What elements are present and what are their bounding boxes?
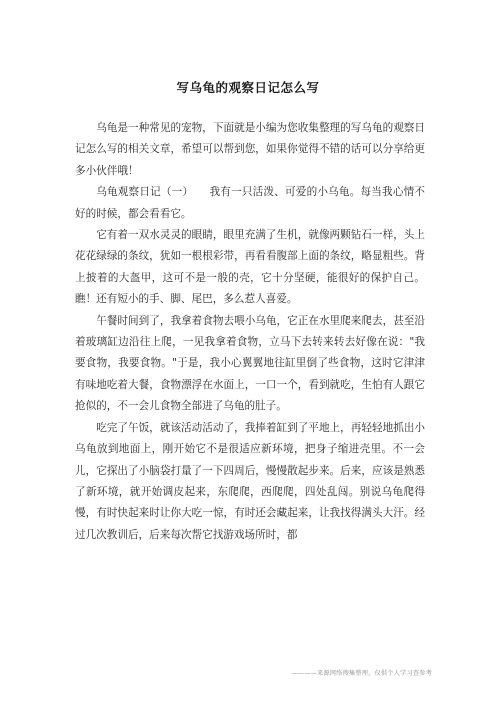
- paragraph-lunch: 午餐时间到了，我拿着食物去喂小乌龟，它正在水里爬来爬去，甚至沿着玻璃缸边沿往上爬，一见我拿着食物，立马下去转来转去好像在说："我要食物，我要食物。"于是，我小心翼翼地往缸里倒了些食物，这时它津津有味地吃着大餐，食物漂浮在水面上，一口一个，看到就吃，生怕有人跟它抢似的，不一会儿食物全部进了乌龟的肚子。: [75, 314, 425, 413]
- paragraph-appearance: 它有着一双水灵灵的眼睛，眼里充满了生机，就像两颗钻石一样，头上花花绿绿的条纹，犹如一根根彩带，再看看腹部上面的条纹，略显粗些。背上披着的大盔甲，这可不是一般的壳，它十分坚硬，能很好的保护自己。瞧！还有短小的手、脚、尾巴，多么惹人喜爱。: [75, 229, 425, 306]
- document-body: [75, 118, 425, 546]
- paragraph-activity: 吃完了午饭，就该活动活动了，我捧着缸到了平地上，再轻轻地抓出小乌龟放到地面上，刚开始它不是很适应新环境，把身子缩进壳里。不一会儿，它探出了小脑袋打量了一下四周后，慢慢散起步来。后来，应该是熟悉了新环境，就开始调皮起来，东爬爬，西爬爬，四处乱闯。别说乌龟爬得慢，有时快起来时让你大吃一惊，有时还会藏起来，让我找得满头大汗。经过几次教训后，后来每次帮它找游戏场所时，都: [75, 421, 425, 541]
- source-footer: ————来源网络搜集整理，仅供个人学习查参考: [291, 670, 432, 677]
- paragraph-intro: 乌龟是一种常见的宠物，下面就是小编为您收集整理的写乌龟的观察日记怎么写的相关文章，希望可以帮到您，如果你觉得不错的话可以分享给更多小伙伴哦！: [75, 122, 425, 177]
- paragraph-diary-heading: 乌龟观察日记（一） 我有一只活泼、可爱的小乌龟。每当我心情不好的时候，都会看看它。: [75, 186, 425, 220]
- document-title: 写乌龟的观察日记怎么写: [176, 80, 320, 95]
